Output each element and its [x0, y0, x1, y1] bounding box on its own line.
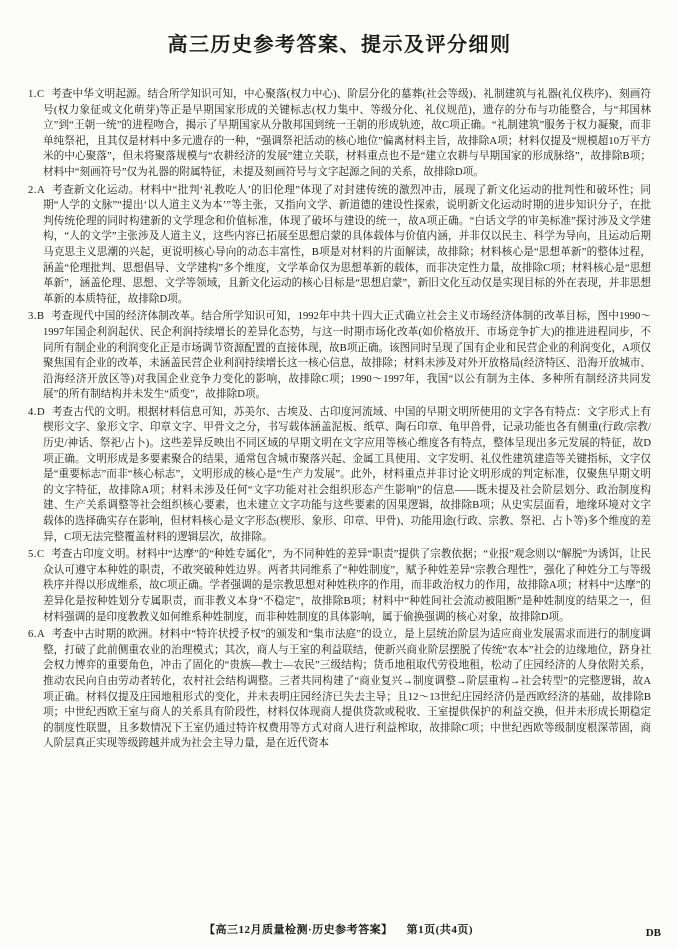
document-body: [28, 87, 651, 752]
item-text: 考查古代的文明。根据材料信息可知，苏美尔、古埃及、古印度河流域、中国的早期文明所使用的文字各有特点：文字形式上有楔形文字、象形文字、印章文字、甲骨文之分，书写载体涵盖泥板、纸草、陶石印章、龟甲兽骨，记录功能也各有侧重(行政/宗教/历史/神话、祭祀/占卜)。这些差异反映出不同区域的早期文明在文字应用等核心维度各有特点，整体呈现出多元发展的特征，故D项正确。文明形成是多要素聚合的结果，通常包含城市聚落兴起、金属工具使用、文字发明、礼仪性建筑建造等关键指标，文字仅是“重要标志”而非“核心标志”，文明形成的核心是“生产力发展”。此外，材料重点并非讨论文明形成的判定标准，仅聚焦早期文明的文字特征，故排除A项；材料未涉及任何“文字功能对社会组织形态产生影响”的信息——既未提及社会阶层划分、政治制度构建、生产关系调整等社会组织核心要素，也未建立文字功能与这些要素的因果逻辑，故排除B项；从史实层面看，地缘环境对文字载体的选择确实存在影响，但材料核心是文字形态(楔形、象形、印章、甲骨)、功能用途(行政、宗教、祭祀、占卜等)多个维度的差异，C项无法完整覆盖材料的逻辑层次，故排除。: [43, 406, 651, 543]
page-footer: [0, 921, 677, 937]
item-number: 4.: [28, 406, 37, 418]
answer-item-1: [28, 87, 651, 181]
answer-item-5: [28, 547, 651, 625]
answer-item-4: [28, 405, 651, 545]
item-text: 考查中华文明起源。结合所学知识可知，中心聚落(权力中心)、阶层分化的墓葬(社会等级)、礼制建筑与礼器(礼仪秩序)、刻画符号(权力象征或文化萌芽)等正是早期国家形成的关键标志(权力集中、等级分化、礼仪规范)，遗存的分布与功能整合，与“邦国林立”到“王朝一统”的进程吻合，揭示了早期国家从分散邦国到统一王朝的形成轨迹，故C项正确。“礼制建筑”服务于权力凝聚，而非单纯祭祀，且其仅是材料中多元遗存的一种，“强调祭祀活动的核心地位”偏离材料主旨，故排除A项；材料仅提及“规模超10万平方米的中心聚落”，但未将聚落规模与“农耕经济的发展”建立关联，材料重点也不是“建立农耕与早期国家的形成脉络”，故排除B项；材料中“刻画符号”仅为礼器的附属特征，未提及刻画符号与文字起源之间的关系，故排除D项。: [43, 89, 651, 178]
footer-page-number: 第1页(共4页): [406, 924, 473, 936]
item-answer: A: [36, 184, 45, 196]
answer-item-6: [28, 627, 651, 752]
footer-source: 【高三12月质量检测·历史参考答案】: [204, 924, 393, 936]
item-answer: B: [36, 311, 45, 323]
answer-item-2: [28, 183, 651, 308]
item-text: 考查新文化运动。材料中“批判‘礼教吃人’的旧伦理”体现了对封建传统的激烈冲击，展现了新文化运动的批判性和破坏性；同期“人学的文脉”“提出‘以人道主义为本’”等主张，又指向文学、新道德的建设性探索，说明新文化运动时期的进步知识分子，在批判传统伦理的同时构建新的文学理念和价值标准，体现了破坏与建设的统一，故A项正确。“白话文学的审美标准”探讨涉及文学建构，“人的文学”主张涉及人道主义，这些内容已拓展至思想启蒙的具体载体与价值内涵，并非仅以民主、科学为导向，且运动后期马克思主义思潮的兴起，更说明核心导向的动态丰富性，B项是对材料的片面解读，故排除；材料核心是“思想革新”的整体过程，涵盖“伦理批判、思想倡导、文学建构”多个维度，文学革命仅为思想革新的载体，而非决定性力量，故排除C项；材料核心是“思想革新”，涵盖伦理、思想、文学等领域，且新文化运动的核心目标是“思想启蒙”，新旧文化互动仅是实现目标的外在表现，并非思想革新的本质特征，故排除D项。: [43, 184, 651, 305]
item-text: 考查现代中国的经济体制改革。结合所学知识可知，1992年中共十四大正式确立社会主义市场经济体制的改革目标，图中1990～1997年国企利润起伏、民企利润持续增长的差异化态势，与这一时期市场化改革(如价格放开、市场竞争扩大)的推进进程同步，不同所有制企业的利润变化正是市场调节资源配置的直接体现，故B项正确。该图同时呈现了国有企业和民营企业的利润变化，A项仅聚焦国有企业的改革，未涵盖民营企业利润持续增长这一核心信息，故排除；材料未涉及对外开放格局(经济特区、沿海开放城市、沿海经济开放区等)对我国企业竞争力变化的影响，故排除C项；1990～1997年，我国“以公有制为主体、多种所有制经济共同发展”的所有制结构并未发生“质变”，故排除D项。: [43, 311, 651, 401]
item-number: 1.: [28, 89, 37, 100]
item-text: 考查古印度文明。材料中“达摩”的“种姓专属化”，为不同种姓的差异“职责”提供了宗教依据；“业报”观念则以“解脱”为诱饵，让民众认可遵守本种姓的职责，不敢突破种姓边界。两者共同维系了“种姓制度”，赋予种姓差异“宗教合理性”，强化了种姓分工与等级秩序并得以形成维系，故C项正确。学者强调的是宗教思想对种姓秩序的作用，而非政治权力的作用，故排除A项；材料中“达摩”的差异化是按种姓划分专属职责，而非教义本身“不稳定”，故排除B项；材料中“种姓间社会流动被阻断”是种姓制度的结果之一，但材料强调的是印度教教义如何维系种姓制度，而非种姓制度的具体影响，属于偷换强调的核心对象，故排除D项。: [43, 549, 651, 623]
answer-item-3: [28, 309, 651, 403]
item-answer: C: [36, 549, 45, 561]
item-text: 考查中古时期的欧洲。材料中“特许状授予权”的颁发和“集市法庭”的设立，是上层统治阶层为适应商业发展需求而进行的制度调整，打破了此前侧重农业的治理模式；其次，商人与王室的利益联结，使新兴商业阶层摆脱了传统“农本”社会的边缘地位，跻身社会权力博弈的重要角色，冲击了固化的“贵族—教士—农民”三级结构；货币地租取代劳役地租，松动了庄园经济的人身依附关系，推动农民向自由劳动者转化，农村社会结构调整。三者共同构建了“商业复兴→制度调整→阶层重构→社会转型”的完整逻辑，故A项正确。材料仅提及庄园地租形式的变化，并未表明庄园经济已失去主导；且12～13世纪庄园经济仍是西欧经济的基础，故排除B项；中世纪西欧王室与商人的关系具有阶段性，材料仅体现商人提供贷款或税收、王室提供保护的利益交换，但并未形成长期稳定的制度性联盟，且多数情况下王室仍通过特许权费用等方式对商人进行利益榨取，故排除C项；中世纪西欧等级制度根深蒂固，商人阶层真正实现等级跨越并成为社会主导力量，是在近代资本: [43, 629, 651, 750]
item-number: 6.: [28, 629, 37, 641]
footer-code: DB: [645, 927, 661, 939]
page-title: 高三历史参考答案、提示及评分细则: [167, 34, 512, 56]
item-number: 3.: [28, 311, 37, 323]
item-number: 2.: [28, 184, 37, 196]
item-answer: C: [36, 89, 45, 100]
item-answer: A: [36, 629, 45, 641]
item-number: 5.: [28, 549, 37, 561]
item-answer: D: [36, 406, 45, 418]
